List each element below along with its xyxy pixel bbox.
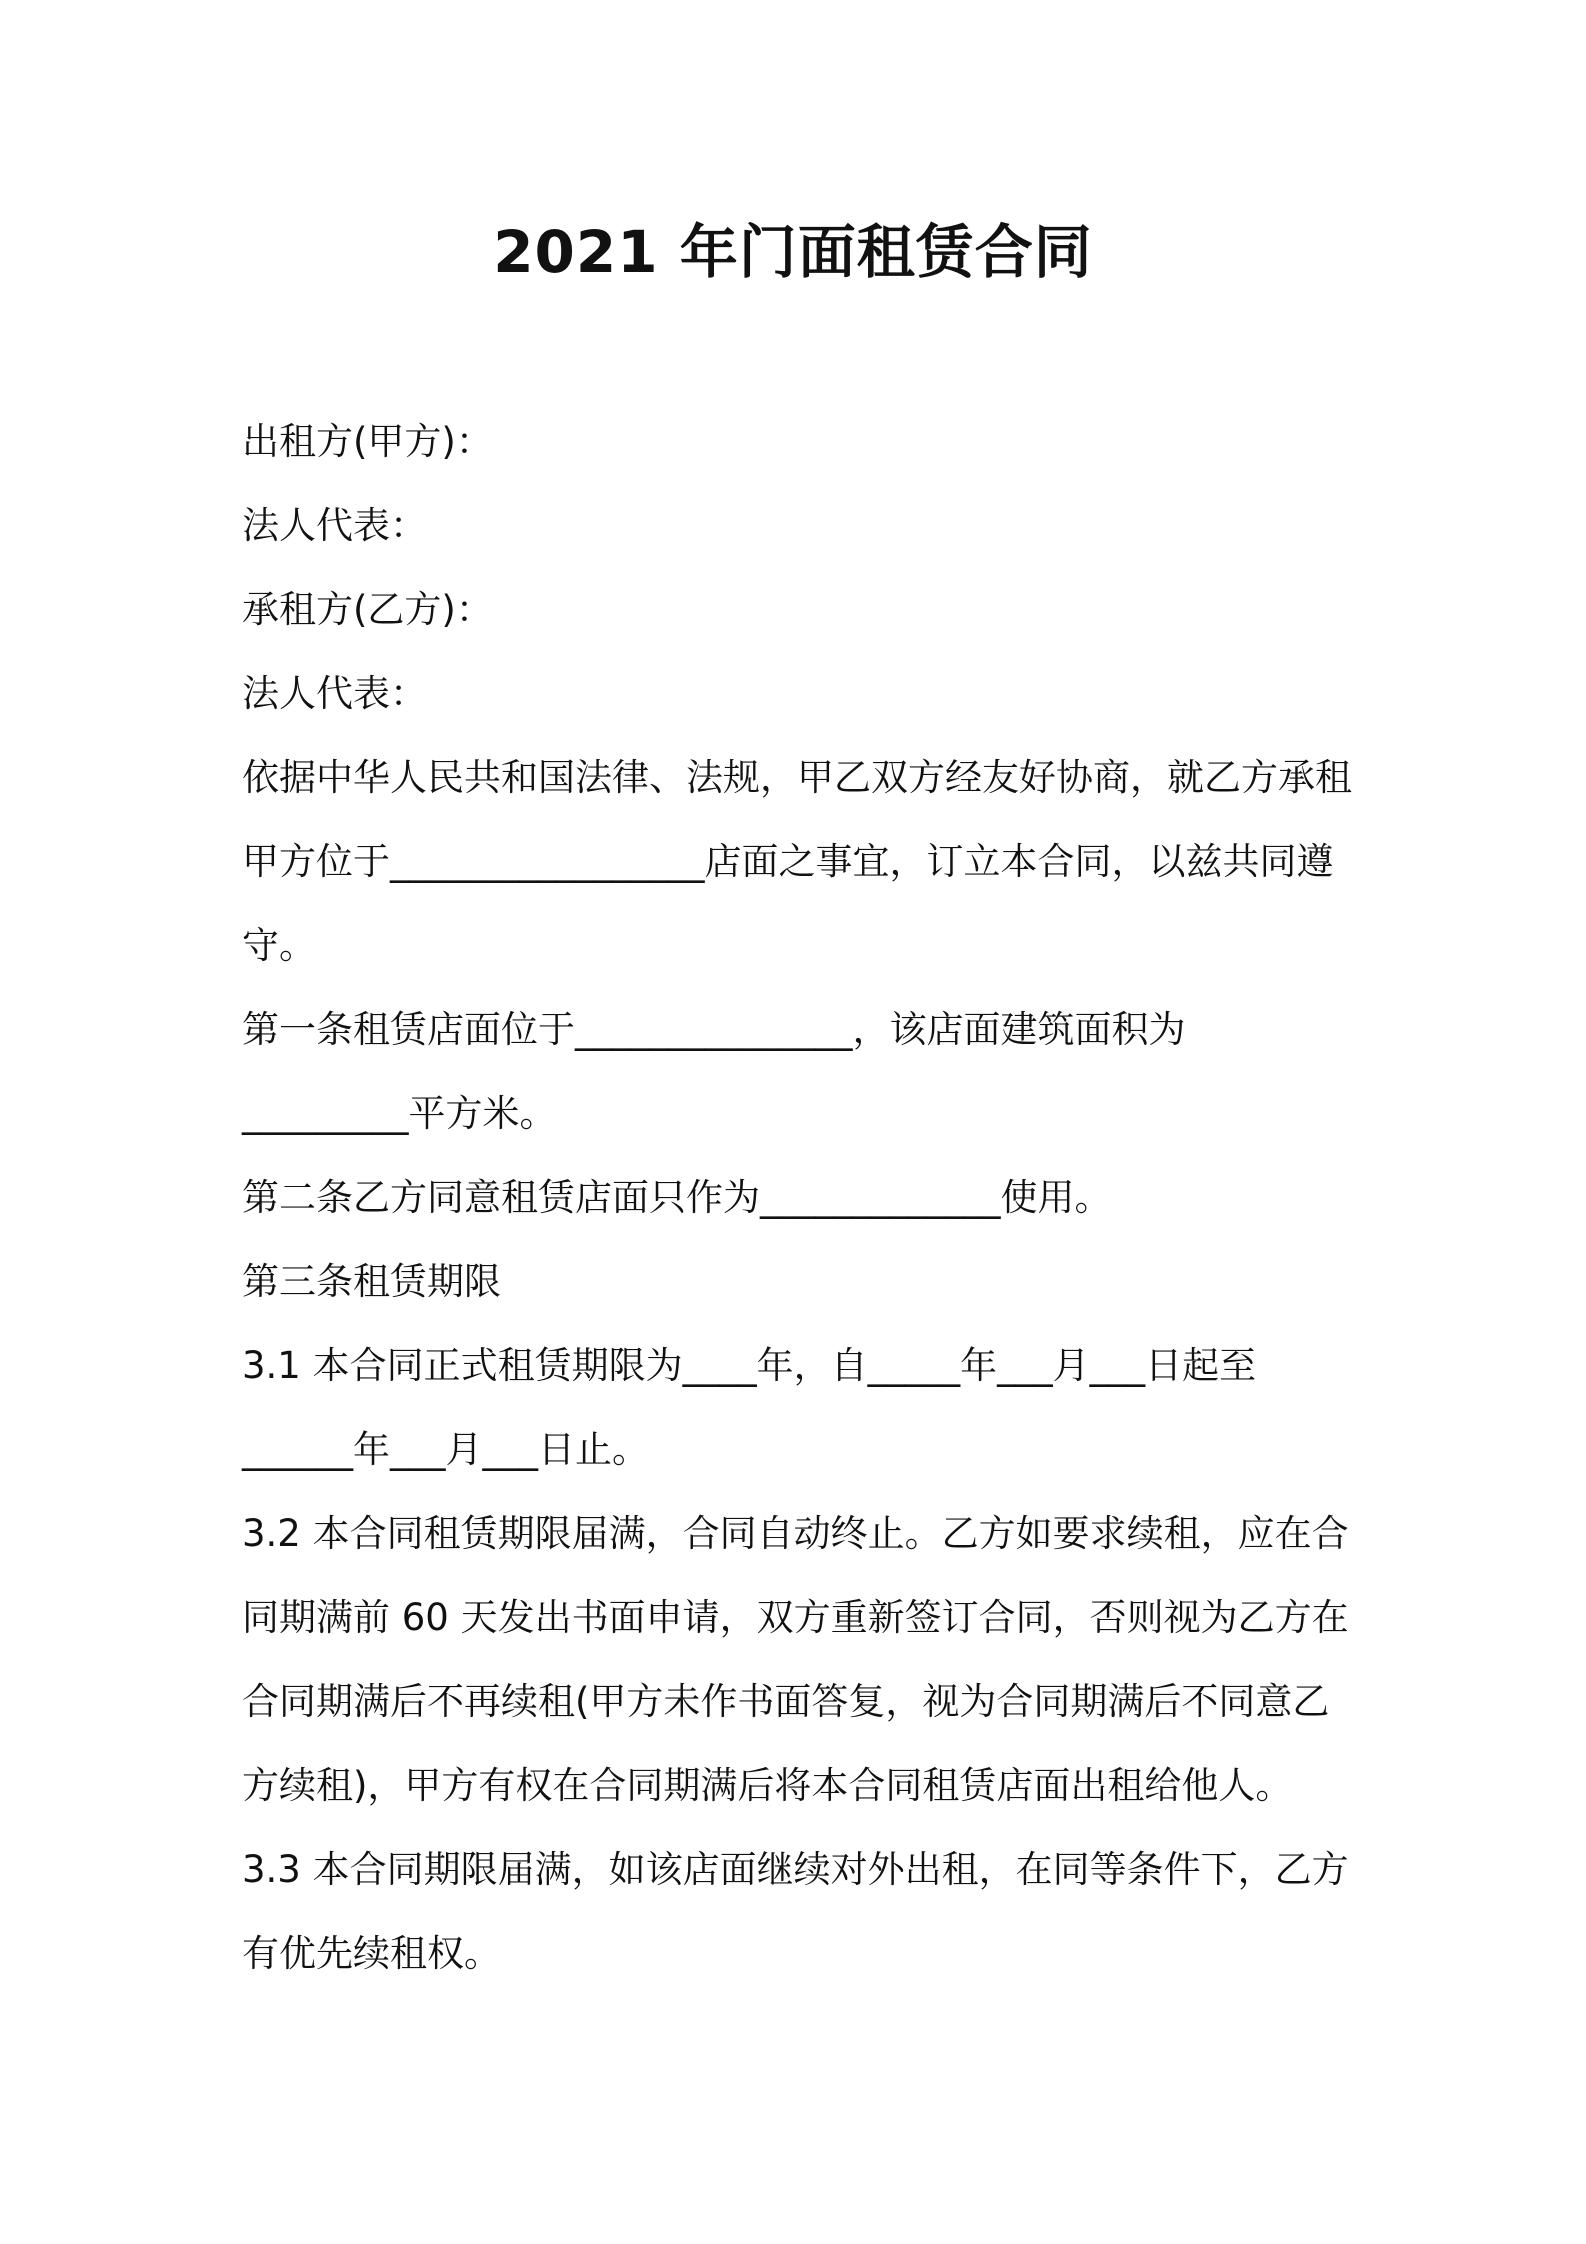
article-1-line-1: 第一条租赁店面位于_______________，该店面建筑面积为 <box>242 1008 1186 1051</box>
preamble-line-3: 守。 <box>242 924 316 967</box>
clause-3-2-line-3: 合同期满后不再续租(甲方未作书面答复，视为合同期满后不同意乙 <box>242 1680 1330 1723</box>
document-body <box>242 400 1362 1996</box>
preamble-line-2: 甲方位于_________________店面之事宜，订立本合同，以兹共同遵 <box>242 840 1334 883</box>
lessee-legal-rep-line: 法人代表： <box>242 672 427 715</box>
clause-3-1-line-1: 3.1 本合同正式租赁期限为____年，自_____年___月___日起至 <box>242 1344 1257 1387</box>
article-1-line-2: _________平方米。 <box>242 1092 557 1135</box>
lessor-legal-rep-line: 法人代表： <box>242 504 427 547</box>
clause-3-2-line-4: 方续租)，甲方有权在合同期满后将本合同租赁店面出租给他人。 <box>242 1764 1293 1807</box>
article-2-line: 第二条乙方同意租赁店面只作为_____________使用。 <box>242 1176 1112 1219</box>
clause-3-3-line-2: 有优先续租权。 <box>242 1932 501 1975</box>
clause-3-3-line-1: 3.3 本合同期限届满，如该店面继续对外出租，在同等条件下，乙方 <box>242 1848 1349 1891</box>
lessee-line: 承租方(乙方)： <box>242 588 493 631</box>
document-title: 2021 年门面租赁合同 <box>493 218 1093 286</box>
article-3-heading: 第三条租赁期限 <box>242 1260 501 1303</box>
lessor-line: 出租方(甲方)： <box>242 420 493 463</box>
clause-3-2-line-2: 同期满前 60 天发出书面申请，双方重新签订合同，否则视为乙方在 <box>242 1596 1349 1639</box>
clause-3-1-line-2: ______年___月___日止。 <box>242 1428 649 1471</box>
clause-3-2-line-1: 3.2 本合同租赁期限届满，合同自动终止。乙方如要求续租，应在合 <box>242 1512 1349 1555</box>
preamble-line-1: 依据中华人民共和国法律、法规，甲乙双方经友好协商，就乙方承租 <box>242 756 1352 799</box>
